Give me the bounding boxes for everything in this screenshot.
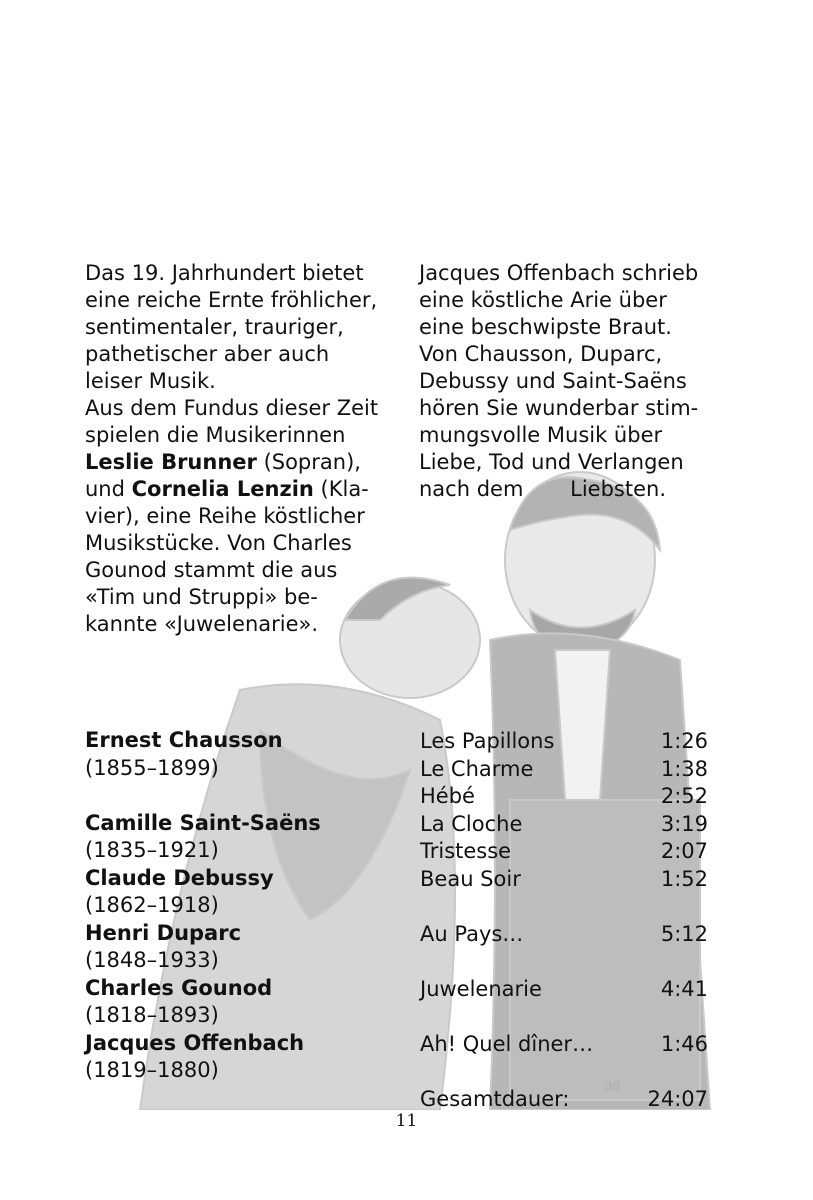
total-duration: 24:07 bbox=[647, 1086, 708, 1111]
intro-line: «Tim und Struppi» be- bbox=[85, 585, 318, 609]
total-row bbox=[420, 1086, 708, 1114]
track-title: Hébé bbox=[420, 784, 475, 808]
track-row bbox=[420, 783, 708, 811]
track-row bbox=[420, 921, 708, 949]
performer-role: (Sopran), bbox=[256, 450, 361, 474]
track-title: Ah! Quel dîner… bbox=[420, 1031, 594, 1056]
composer-list bbox=[85, 727, 321, 1085]
track-duration: 3:19 bbox=[660, 811, 708, 836]
track-row bbox=[420, 756, 708, 784]
intro-line: sentimentaler, trauriger, bbox=[85, 315, 344, 339]
illustration-mark: 38 bbox=[605, 1079, 621, 1093]
total-label: Gesamtdauer: bbox=[420, 1086, 570, 1111]
composer-name: Camille Saint-Saëns bbox=[85, 810, 321, 835]
intro-line: hören Sie wunderbar stim- bbox=[419, 396, 699, 420]
track-row bbox=[420, 728, 708, 756]
track-title: Tristesse bbox=[420, 839, 512, 863]
track-title: La Cloche bbox=[420, 811, 523, 836]
composer-dates: (1835–1921) bbox=[85, 838, 219, 862]
composer-dates: (1819–1880) bbox=[85, 1058, 219, 1082]
intro-line: Aus dem Fundus dieser Zeit bbox=[85, 396, 379, 420]
composer-name: Jacques Offenbach bbox=[85, 1030, 305, 1055]
intro-line: Gounod stammt die aus bbox=[85, 558, 338, 582]
composer-name: Charles Gounod bbox=[85, 975, 273, 1000]
intro-line: Jacques Offenbach schrieb bbox=[419, 261, 699, 285]
intro-line: Liebe, Tod und Verlangen bbox=[419, 450, 684, 474]
track-title: Juwelenarie bbox=[420, 976, 542, 1001]
intro-line: Musikstücke. Von Charles bbox=[85, 531, 352, 555]
composer-item bbox=[85, 975, 321, 1030]
track-duration: 5:12 bbox=[660, 921, 708, 946]
track-row bbox=[420, 866, 708, 894]
track-row bbox=[420, 976, 708, 1004]
performer-name: Leslie Brunner bbox=[85, 450, 257, 474]
intro-word: und bbox=[85, 477, 132, 501]
track-duration: 4:41 bbox=[660, 976, 708, 1001]
intro-line: mungsvolle Musik über bbox=[419, 423, 663, 447]
composer-name: Henri Duparc bbox=[85, 920, 242, 945]
track-row bbox=[420, 811, 708, 839]
track-duration: 2:52 bbox=[660, 784, 708, 808]
performer-name: Cornelia Lenzin bbox=[131, 477, 314, 501]
composer-dates: (1818–1893) bbox=[85, 1003, 219, 1027]
track-duration: 1:38 bbox=[660, 756, 708, 781]
composer-item bbox=[85, 1030, 321, 1085]
composer-item bbox=[85, 810, 321, 865]
intro-line: eine beschwipste Braut. bbox=[419, 315, 672, 339]
intro-line: nach dem Liebsten. bbox=[419, 477, 667, 501]
track-row bbox=[420, 1031, 708, 1059]
composer-item bbox=[85, 865, 321, 920]
composer-dates: (1862–1918) bbox=[85, 893, 219, 917]
intro-line: vier), eine Reihe köstlicher bbox=[85, 504, 365, 528]
page-number: 11 bbox=[395, 1111, 418, 1131]
intro-line: eine köstliche Arie über bbox=[419, 288, 667, 312]
intro-line: kannte «Juwelenarie». bbox=[85, 612, 319, 636]
intro-left-column bbox=[85, 260, 378, 638]
performer-line bbox=[85, 449, 378, 476]
track-row bbox=[420, 838, 708, 866]
intro-line: spielen die Musikerinnen bbox=[85, 423, 346, 447]
track-duration: 2:07 bbox=[660, 839, 708, 863]
track-title: Le Charme bbox=[420, 756, 534, 781]
composer-item bbox=[85, 727, 321, 782]
track-title: Beau Soir bbox=[420, 866, 521, 891]
intro-right-column bbox=[419, 260, 698, 503]
track-list bbox=[420, 728, 708, 1113]
intro-line: Debussy und Saint-Saëns bbox=[419, 369, 687, 393]
composer-dates: (1848–1933) bbox=[85, 948, 219, 972]
composer-name: Ernest Chausson bbox=[85, 728, 283, 752]
composer-dates: (1855–1899) bbox=[85, 755, 219, 780]
track-title: Les Papillons bbox=[420, 729, 555, 753]
intro-line: leiser Musik. bbox=[85, 369, 216, 393]
performer-role: (Kla- bbox=[313, 477, 369, 501]
composer-name: Claude Debussy bbox=[85, 865, 274, 890]
track-duration: 1:52 bbox=[660, 866, 708, 891]
track-title: Au Pays… bbox=[420, 921, 524, 946]
track-duration: 1:46 bbox=[660, 1031, 708, 1056]
composer-item bbox=[85, 920, 321, 975]
intro-line: pathetischer aber auch bbox=[85, 342, 330, 366]
intro-line: Von Chausson, Duparc, bbox=[419, 342, 663, 366]
track-duration: 1:26 bbox=[660, 729, 708, 753]
intro-line: Das 19. Jahrhundert bietet bbox=[85, 261, 364, 285]
intro-line: eine reiche Ernte fröhlicher, bbox=[85, 288, 378, 312]
performer-line bbox=[85, 476, 378, 503]
